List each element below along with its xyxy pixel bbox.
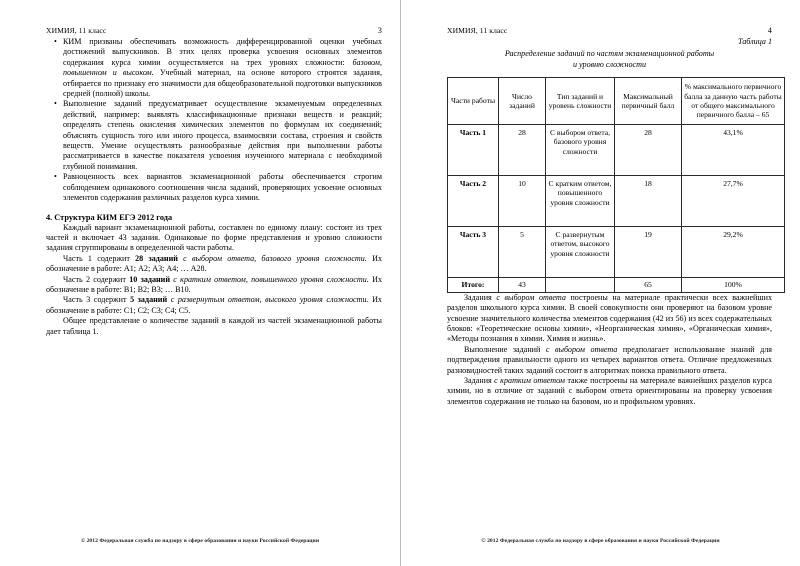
part-3-codes: Их обозначение в работе: С1; С2; С3; С4; С5. bbox=[46, 295, 382, 315]
header-subject-right: ХИМИЯ, 11 класс bbox=[447, 26, 508, 35]
part-2-count: 10 заданий bbox=[129, 274, 171, 284]
bullet-paragraph-2: • Выполнение заданий предусматривает осуществление экзаменуемым определенных действий, например: выявлять классификационные признаки веществ и реакций; определять степень окисления химических элементов по формулам их соединений; объяснять сущность того или иного процесса, взаимосвязи состава, строения и свойств веществ. Умение осуществлять разнообразные действия при выполнении работы рассматривается в качестве показателя усвоения изученного материала с необходимой глубиной понимания. bbox=[46, 99, 382, 172]
para-3-italic: с кратким ответом bbox=[494, 376, 565, 386]
para-1-italic: с выбором ответа bbox=[496, 292, 566, 302]
total-count: 43 bbox=[499, 277, 546, 292]
header-cell-max-score: Максимальный первичный балл bbox=[615, 78, 682, 125]
distribution-table bbox=[447, 77, 785, 293]
part-2-codes: Их обозначение в работе: В1; В2; В3; … В10. bbox=[46, 274, 382, 294]
header-cell-parts: Части работы bbox=[448, 78, 499, 125]
cell-max-score: 18 bbox=[615, 175, 682, 226]
bullet-paragraph-3: • Равноценность всех вариантов экзаменационной работы обеспечивается строгим соблюдением одинакового соотношения числа заданий, проверяющих усвоение основных элементов содержания различных разделов курса химии. bbox=[46, 172, 382, 203]
table-caption-line-2: и уровню сложности bbox=[572, 59, 647, 69]
cell-percent: 43,1% bbox=[682, 124, 785, 175]
part-2-type: с кратким ответом, повышенного уровня сложности. bbox=[170, 274, 369, 284]
table-header-row bbox=[448, 78, 785, 125]
paragraph-choice-answer-execution bbox=[447, 345, 772, 376]
paragraph-part-3 bbox=[46, 295, 382, 316]
paragraph-short-answer-tasks bbox=[447, 376, 772, 407]
cell-count: 5 bbox=[499, 226, 546, 277]
part-1-codes: Их обозначение в работе: А1; А2; А3; А4; … А28. bbox=[46, 253, 382, 274]
table-caption-line-1: Распределение заданий по частям экзаменационной работы bbox=[504, 49, 715, 58]
paragraph-part-2 bbox=[46, 275, 382, 296]
para-3-tail: также построены на материале важнейших разделов курса химии, но в отличие от заданий с выбором ответа ориентированы на проверку усвоения элементов содержания не только на базовом, но и профильном уровнях. bbox=[447, 376, 772, 406]
total-percent: 100% bbox=[682, 277, 785, 292]
cell-count: 10 bbox=[499, 175, 546, 226]
page-number-right: 4 bbox=[767, 26, 772, 35]
part-3-lead: Часть 3 содержит bbox=[63, 295, 131, 305]
cell-type: С кратким ответом, повышенного уровня сложности bbox=[546, 175, 615, 226]
table-caption bbox=[447, 49, 772, 70]
table-head bbox=[448, 78, 785, 125]
cell-part: Часть 2 bbox=[448, 175, 499, 226]
table-body bbox=[448, 124, 785, 292]
table-label: Таблица 1 bbox=[738, 37, 772, 46]
total-max-score: 65 bbox=[615, 277, 682, 292]
paragraph-table-reference: Общее представление о количестве заданий в каждой из частей экзаменационной работы дает таблица 1. bbox=[46, 316, 382, 336]
header-subject-left: ХИМИЯ, 11 класс bbox=[46, 26, 107, 35]
header-cell-count: Число заданий bbox=[499, 78, 546, 125]
table-row bbox=[448, 226, 785, 277]
para-3-lead: Задания bbox=[464, 376, 495, 386]
page-header-left bbox=[46, 26, 382, 35]
cell-percent: 27,7% bbox=[682, 175, 785, 226]
cell-max-score: 19 bbox=[615, 226, 682, 277]
cell-percent: 29,2% bbox=[682, 226, 785, 277]
bullet-1-tail: Учебный материал, на основе которого строятся задания, отбирается по признаку его значимости для общеобразовательной подготовки выпускников средней (полной) школы. bbox=[63, 68, 382, 99]
page-number-left: 3 bbox=[377, 26, 382, 35]
para-1-tail: построены на материале практически всех важнейших разделов школьного курса химии. В своей совокупности они проверяют на базовом уровне усвоение значительного количества элементов содержания (42 из 56) из всех содержательных блоков: «Теоретические основы химии», «Неорганическая химия», «Органическая химия», «Методы познания в химии. Химия и жизнь». bbox=[447, 292, 772, 344]
footer-right: © 2012 Федеральная служба по надзору в сфере образования и науки Российской Федерации bbox=[481, 538, 720, 544]
header-cell-percent: % максимального первичного балла за данную часть работы от общего максимального первичного балла – 65 bbox=[682, 78, 785, 125]
part-1-type: с выбором ответа, базового уровня сложности. bbox=[177, 253, 367, 263]
paragraph-variant-plan: Каждый вариант экзаменационной работы, составлен по единому плану: состоит из трех частей и включает 43 задания. Одинаковые по форме представления и уровню сложности задания сгруппированы в определенной части работы. bbox=[46, 222, 382, 253]
para-2-lead: Выполнение заданий bbox=[464, 344, 546, 354]
paragraph-choice-answer-tasks bbox=[447, 293, 772, 345]
table-row bbox=[448, 124, 785, 175]
header-cell-type: Тип заданий и уровень сложности bbox=[546, 78, 615, 125]
bullet-1-italic: базовом, повышенном и высоком. bbox=[63, 57, 382, 78]
cell-count: 28 bbox=[499, 124, 546, 175]
total-label: Итого: bbox=[448, 277, 499, 292]
para-2-tail: предполагает использование знаний для подтверждения правильности одного из четырех вариантов ответа. Отличие предложенных разновидностей таких заданий состоит в алгоритмах поиска правильного ответа. bbox=[447, 344, 772, 375]
cell-part: Часть 1 bbox=[448, 124, 499, 175]
page-header-right bbox=[447, 26, 772, 35]
cell-type: С развернутым ответом, высокого уровня сложности bbox=[546, 226, 615, 277]
cell-part: Часть 3 bbox=[448, 226, 499, 277]
part-3-count: 5 заданий bbox=[130, 295, 168, 305]
part-1-count: 28 заданий bbox=[135, 253, 178, 263]
section-heading-structure: 4. Структура КИМ ЕГЭ 2012 года bbox=[46, 212, 173, 222]
part-1-lead: Часть 1 содержит bbox=[63, 253, 136, 263]
paragraph-part-1 bbox=[46, 254, 382, 275]
page-right bbox=[400, 0, 800, 566]
table-total-row bbox=[448, 277, 785, 292]
para-2-italic: с выбором ответа bbox=[545, 344, 618, 354]
cell-type: С выбором ответа, базового уровня сложности bbox=[546, 124, 615, 175]
cell-max-score: 28 bbox=[615, 124, 682, 175]
part-2-lead: Часть 2 содержит bbox=[63, 274, 130, 284]
table-row bbox=[448, 175, 785, 226]
para-1-lead: Задания bbox=[464, 292, 497, 302]
part-3-type: с развернутым ответом, высокого уровня сложности. bbox=[167, 295, 369, 305]
footer-left: © 2012 Федеральная служба по надзору в сфере образования и науки Российской Федерации bbox=[80, 538, 320, 544]
total-type bbox=[546, 277, 615, 292]
bullet-1-text: КИМ призваны обеспечивать возможность дифференцированной оценки учебных достижений выпускников. В этих целях проверка усвоения основных элементов содержания курса химии осуществляется на трех уровнях сложности: bbox=[63, 37, 382, 67]
bullet-paragraph-1 bbox=[46, 37, 382, 99]
